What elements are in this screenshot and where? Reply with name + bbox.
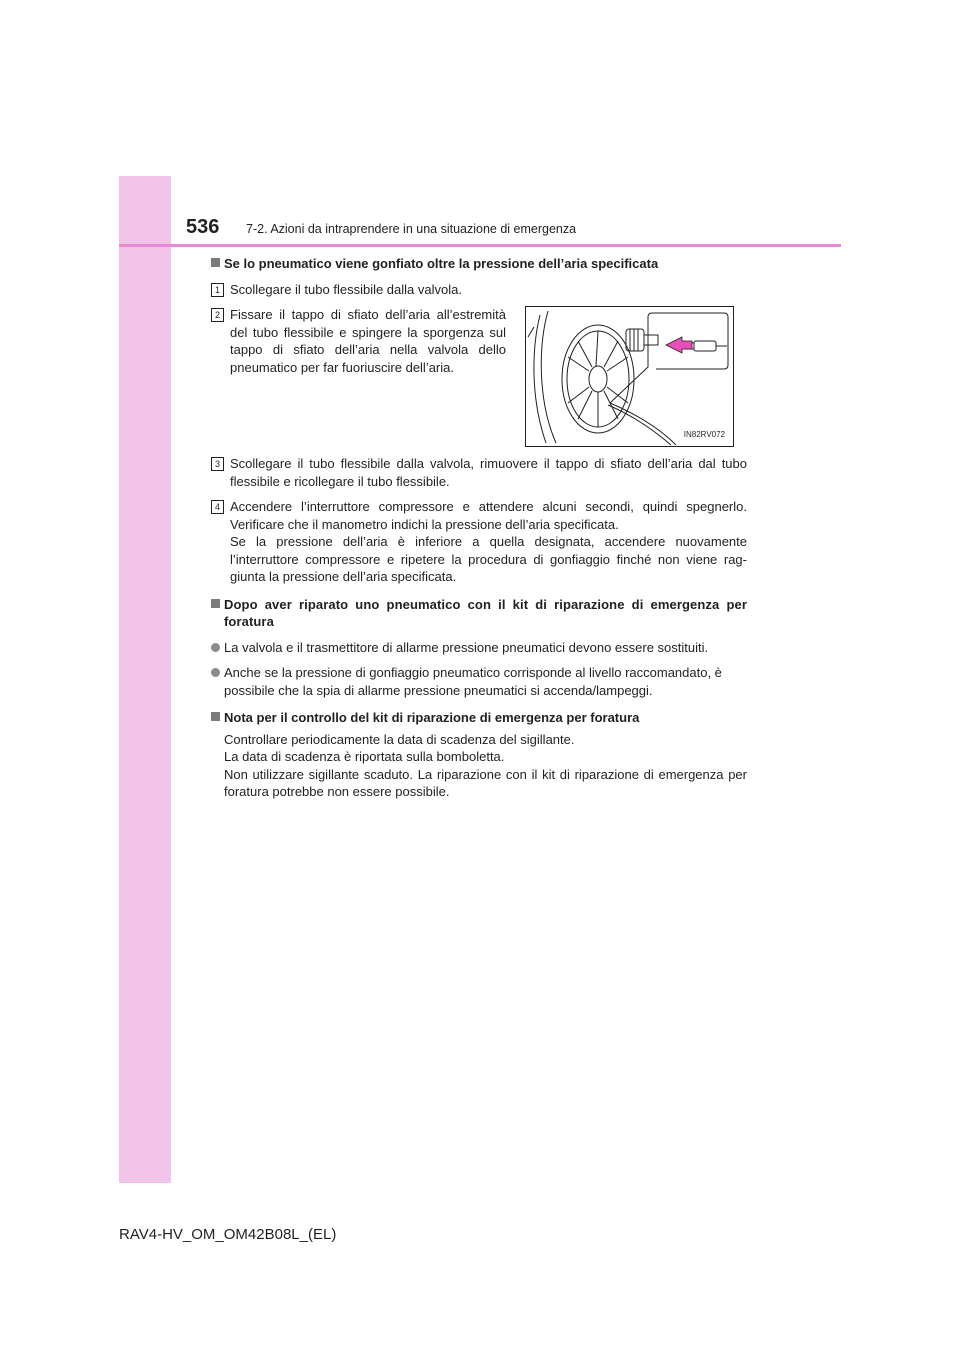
round-bullet-icon — [211, 643, 220, 652]
page-number: 536 — [186, 216, 220, 238]
square-bullet-icon — [211, 712, 220, 721]
step-text: Scollegare il tubo flessibile dalla valvola. — [230, 281, 462, 297]
step-text-line: Se la pressione dell’aria è inferiore a quella designata, accendere nuovamente l’interruttore compressore e ripetere la procedura di gonfiaggio finché non viene rag-giunta la pressione dell’aria specificata. — [230, 534, 747, 584]
step-number: 2 — [211, 308, 224, 322]
step-number: 1 — [211, 283, 224, 297]
step-text-line: Accendere l’interruttore compressore e attendere alcuni secondi, quindi spegnerlo. Verificare che il manometro indichi la pressione dell’aria specificata. — [230, 499, 747, 532]
figure-code: IN82RV072 — [683, 429, 725, 439]
header-rule — [119, 244, 841, 247]
step-3 — [211, 455, 747, 490]
square-bullet-icon — [211, 258, 220, 267]
bullet-item: Anche se la pressione di gonfiaggio pneumatico corrisponde al livello raccomandato, è possibile che la spia di allarme pressione pneumatici si accenda/lampeggi. — [211, 664, 747, 699]
bullet-item: La valvola e il trasmettitore di allarme pressione pneumatici devono essere sostituiti. — [211, 639, 747, 657]
step-text: Scollegare il tubo flessibile dalla valvola, rimuovere il tappo di sfiato dell’aria dal tubo flessibile e ricollegare il tubo flessibile. — [230, 456, 747, 489]
step-4 — [211, 498, 747, 586]
tire-valve-illustration — [525, 306, 734, 447]
pink-sidebar — [119, 176, 171, 1183]
step-number: 4 — [211, 500, 224, 514]
note-line: Controllare periodicamente la data di scadenza del sigillante. — [224, 731, 575, 747]
note-paragraph — [211, 731, 747, 801]
round-bullet-icon — [211, 668, 220, 677]
heading-after-repair: Dopo aver riparato uno pneumatico con il kit di riparazione di emergenza per foratura — [211, 596, 747, 631]
step-1 — [211, 281, 747, 299]
step-text: Fissare il tappo di sfiato dell’aria all’estremità del tubo flessibile e spingere la sporgenza sul tappo di sfiato dell’aria nella valvola dello pneumatico per far fuoriuscire dell’aria. — [230, 307, 506, 375]
section-title: 7-2. Azioni da intraprendere in una situazione di emergenza — [246, 222, 577, 236]
step-number: 3 — [211, 457, 224, 471]
heading-overinflated: Se lo pneumatico viene gonfiato oltre la pressione dell’aria specificata — [211, 255, 747, 273]
square-bullet-icon — [211, 599, 220, 608]
note-line: Non utilizzare sigillante scaduto. La riparazione con il kit di riparazione di emergenza per foratura potrebbe non essere possibile. — [224, 766, 747, 799]
step-2 — [211, 306, 747, 447]
heading-note: Nota per il controllo del kit di riparazione di emergenza per foratura — [211, 709, 747, 727]
note-line: La data di scadenza è riportata sulla bomboletta. — [224, 749, 505, 764]
page-content — [211, 252, 747, 801]
document-code: RAV4-HV_OM_OM42B08L_(EL) — [119, 1226, 337, 1243]
